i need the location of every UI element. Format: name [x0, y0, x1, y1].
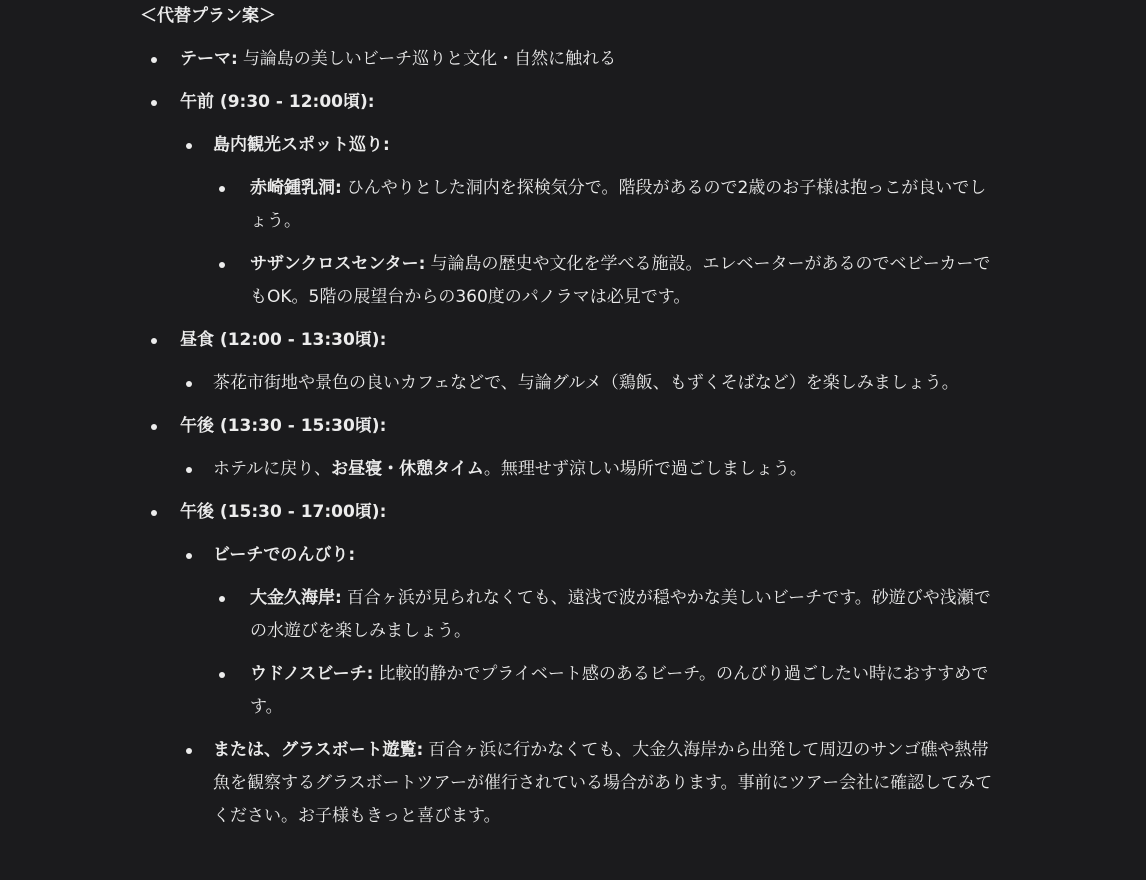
ookaneku-label: 大金久海岸:: [250, 588, 342, 608]
rest-text-bold: お昼寝・休憩タイム: [331, 459, 484, 479]
beach-relax-label: ビーチでのんびり:: [213, 545, 356, 565]
theme-text: 与論島の美しいビーチ巡りと文化・自然に触れる: [242, 49, 617, 69]
udonosu-label: ウドノスビーチ:: [250, 664, 374, 684]
southern-cross-label: サザンクロスセンター:: [250, 254, 426, 274]
lunch-sublist: [180, 367, 1000, 400]
bullet-icon: [186, 143, 192, 149]
lunch-label: 昼食 (12:00 - 13:30頃):: [180, 330, 387, 350]
list-item-lunch-detail: [180, 367, 1000, 400]
list-item-ookaneku: [213, 582, 1000, 648]
chat-response-content: [140, 0, 1000, 833]
list-item-udonosu: [213, 658, 1000, 724]
ookaneku-text: 百合ヶ浜が見られなくても、遠浅で波が穏やかな美しいビーチです。砂遊びや浅瀬での水遊びを楽しみましょう。: [250, 588, 991, 641]
bullet-icon: [186, 467, 192, 473]
afternoon-beach-label: 午後 (15:30 - 17:00頃):: [180, 502, 387, 522]
bullet-icon: [219, 672, 225, 678]
cave-label: 赤崎鍾乳洞:: [250, 178, 342, 198]
bullet-icon: [151, 57, 157, 63]
bullet-icon: [186, 553, 192, 559]
list-item-glass-boat: [180, 734, 1000, 833]
rest-text: [213, 459, 807, 479]
sightseeing-sublist: [213, 172, 1000, 314]
bullet-icon: [151, 510, 157, 516]
glass-boat-text: 百合ヶ浜に行かなくても、大金久海岸から出発して周辺のサンゴ礁や熱帯魚を観察するグラスボートツアーが催行されている場合があります。事前にツアー会社に確認してみてください。お子様もきっと喜びます。: [213, 740, 993, 826]
list-item-lunch: [140, 324, 1000, 400]
list-item-cave: [213, 172, 1000, 238]
bullet-icon: [186, 748, 192, 754]
list-item-afternoon-beach: [140, 496, 1000, 833]
list-item-southern-cross: [213, 248, 1000, 314]
bullet-icon: [186, 381, 192, 387]
afternoon-rest-label: 午後 (13:30 - 15:30頃):: [180, 416, 387, 436]
list-item-morning: [140, 86, 1000, 314]
list-item-sightseeing: [180, 129, 1000, 314]
theme-label: テーマ:: [180, 49, 238, 69]
bullet-icon: [219, 262, 225, 268]
rest-text-before: ホテルに戻り、: [213, 459, 332, 479]
bullet-icon: [151, 100, 157, 106]
bullet-icon: [219, 596, 225, 602]
lunch-text: 茶花市街地や景色の良いカフェなどで、与論グルメ（鶏飯、もずくそばなど）を楽しみましょう。: [213, 373, 959, 393]
rest-text-after: 。無理せず涼しい場所で過ごしましょう。: [483, 459, 807, 479]
beach-sublist: [213, 582, 1000, 724]
glass-boat-label: または、グラスボート遊覧:: [213, 740, 424, 760]
morning-sublist: [180, 129, 1000, 314]
morning-label: 午前 (9:30 - 12:00頃):: [180, 92, 375, 112]
bullet-icon: [219, 186, 225, 192]
sightseeing-label: 島内観光スポット巡り:: [213, 135, 390, 155]
list-item-theme: [140, 43, 1000, 76]
afternoon-rest-sublist: [180, 453, 1000, 486]
udonosu-text: 比較的静かでプライベート感のあるビーチ。のんびり過ごしたい時におすすめです。: [250, 664, 989, 717]
list-item-beach-relax: [180, 539, 1000, 724]
plan-list: [140, 43, 1000, 833]
section-heading: ＜代替プラン案＞: [140, 6, 276, 26]
afternoon-beach-sublist: [180, 539, 1000, 833]
bullet-icon: [151, 338, 157, 344]
list-item-afternoon-rest: [140, 410, 1000, 486]
bullet-icon: [151, 424, 157, 430]
southern-cross-text: 与論島の歴史や文化を学べる施設。エレベーターがあるのでベビーカーでもOK。5階の展望台からの360度のパノラマは必見です。: [250, 254, 991, 307]
cave-text: ひんやりとした洞内を探検気分で。階段があるので2歳のお子様は抱っこが良いでしょう。: [250, 178, 987, 231]
list-item-rest-detail: [180, 453, 1000, 486]
